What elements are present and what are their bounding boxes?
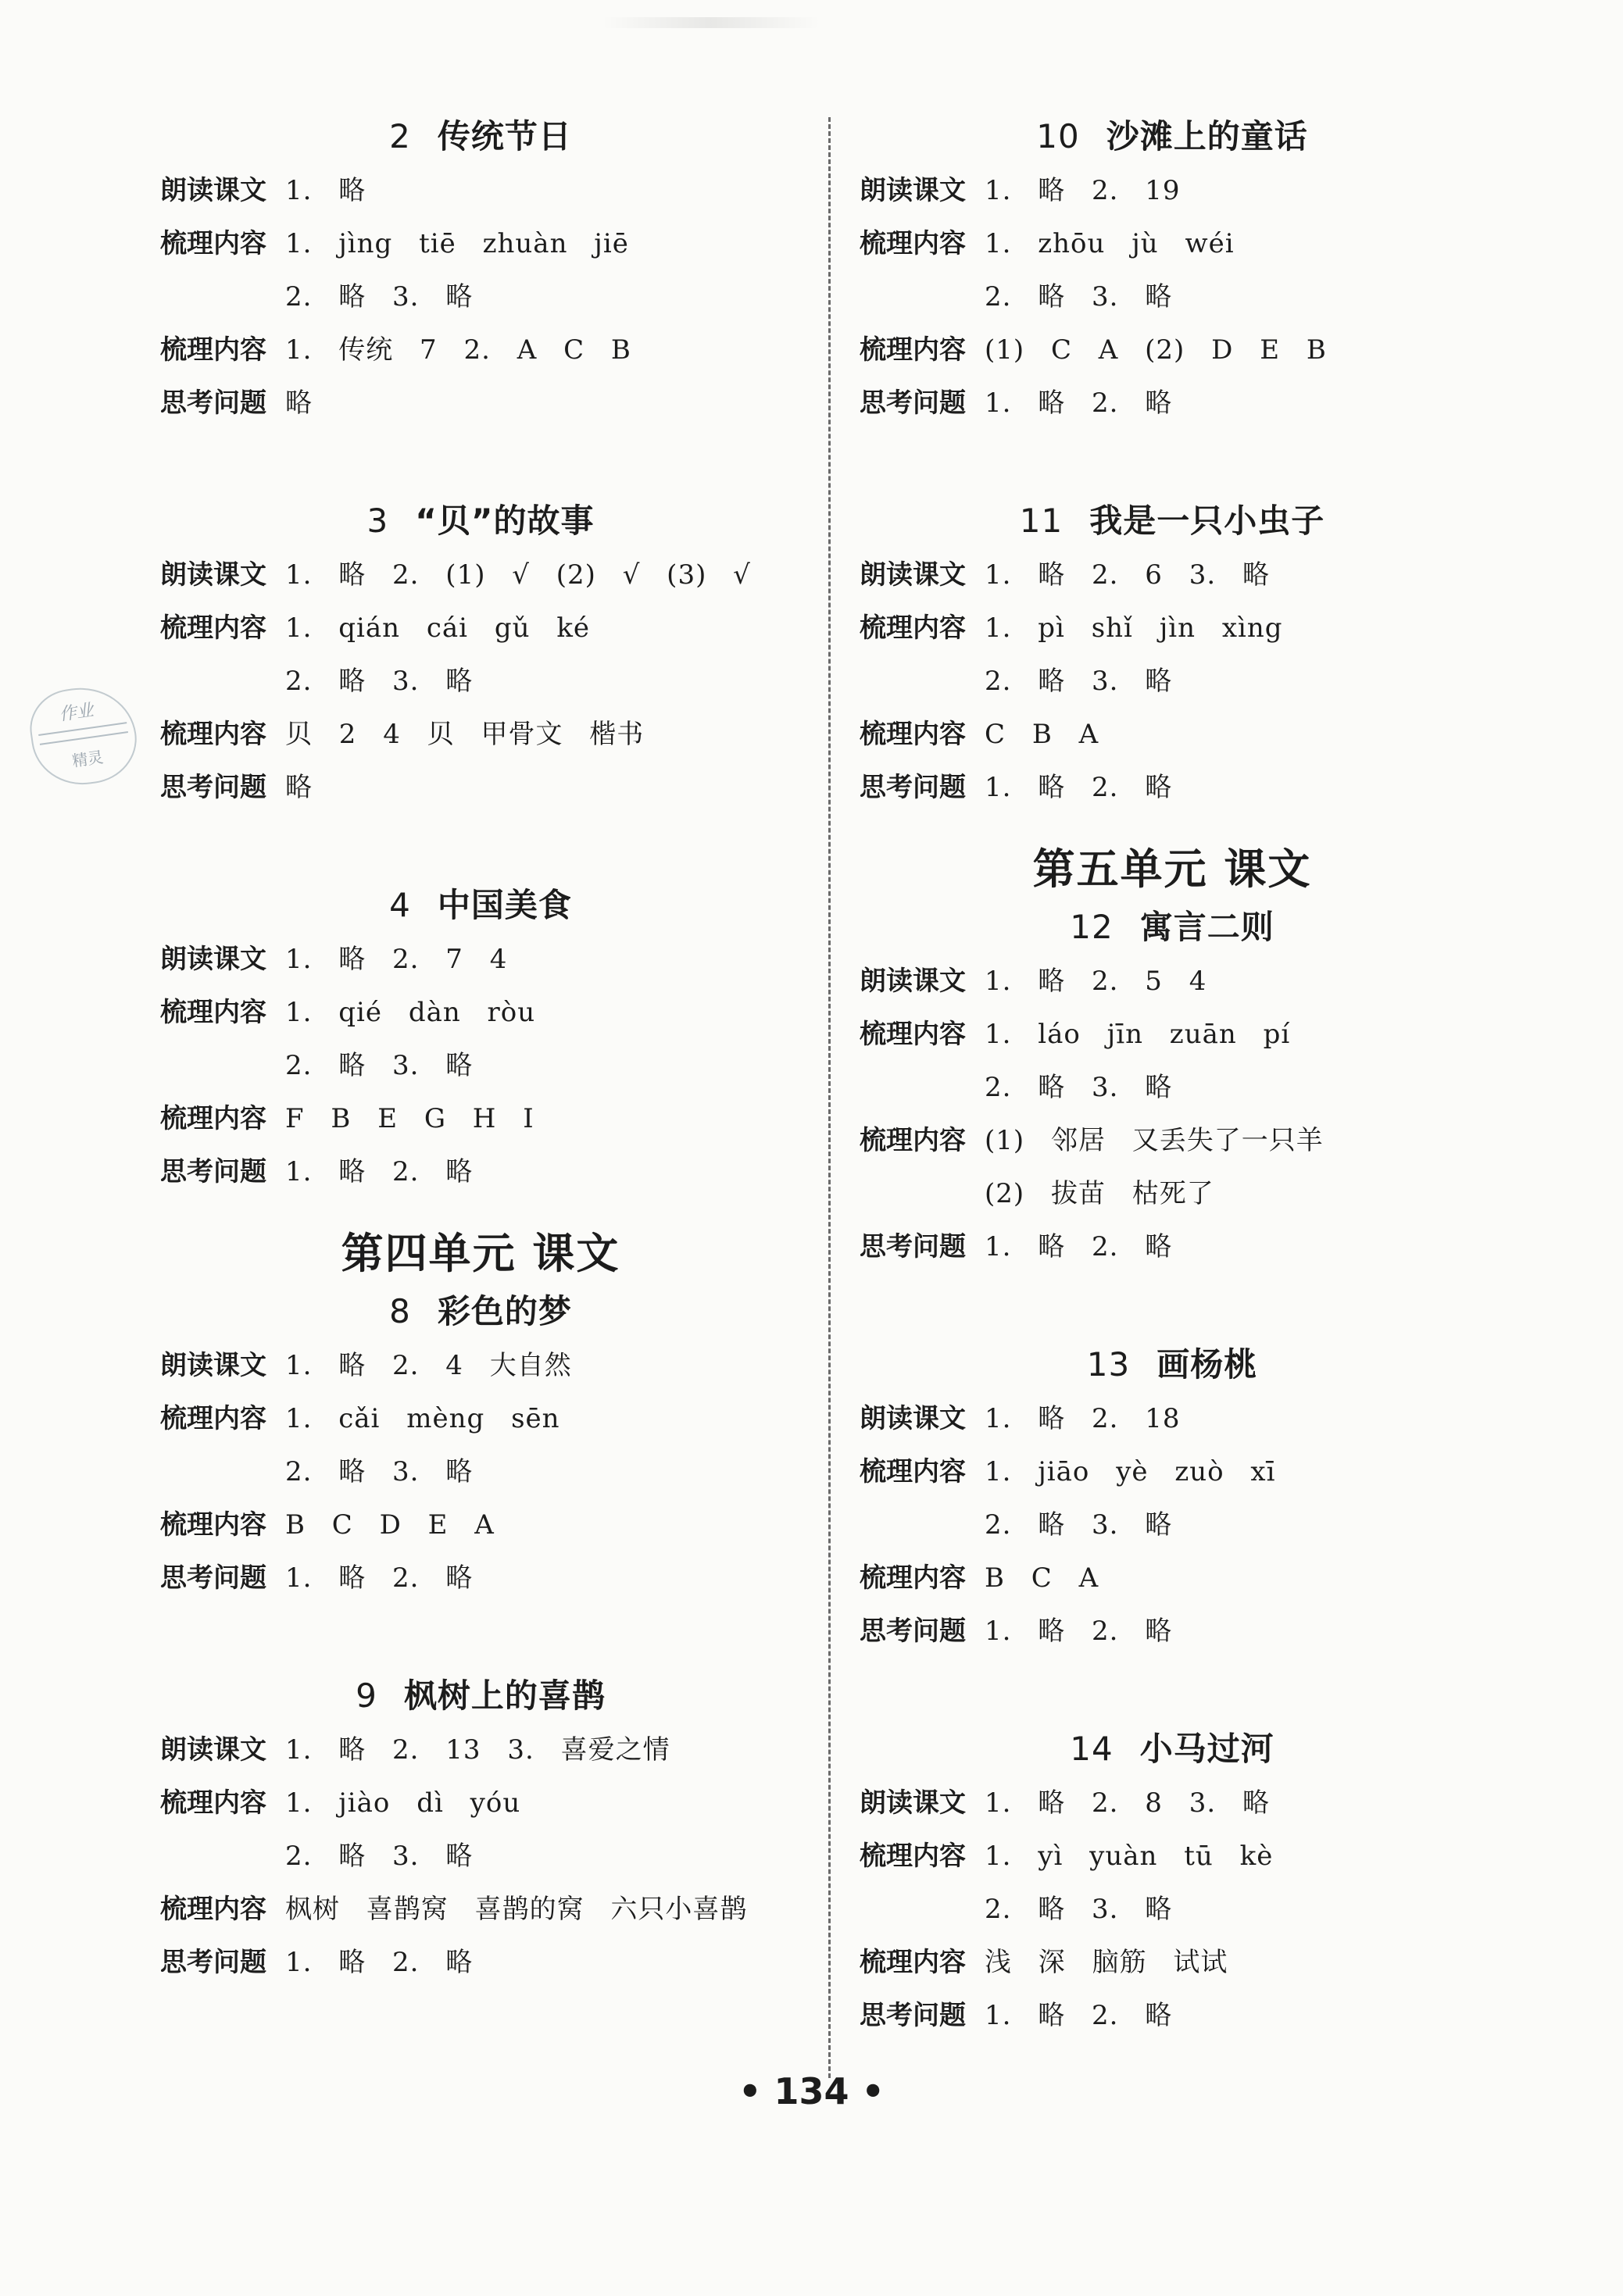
answer-row: 2. 略 3. 略 <box>285 1841 474 1872</box>
answer-row: 梳理内容 浅 深 脑筋 试试 <box>860 1947 1228 1978</box>
lesson-title: 11 我是一只小虫子 <box>1019 502 1325 540</box>
lesson-11 <box>860 494 1485 814</box>
answer-row: 梳理内容 贝 2 4 贝 甲骨文 楷书 <box>160 719 645 750</box>
answer-row: 梳理内容 B C A <box>860 1562 1099 1594</box>
scan-smudge <box>602 17 820 28</box>
answer-row: 思考问题 1. 略 2. 略 <box>160 1562 474 1594</box>
answer-row: 2. 略 3. 略 <box>285 1050 474 1081</box>
answer-row: 梳理内容 1. jìng tiē zhuàn jiē <box>160 228 629 259</box>
watermark-seal <box>25 680 142 791</box>
column-divider <box>828 117 831 2078</box>
lesson-title: 13 画杨桃 <box>1086 1345 1258 1384</box>
page-number: • 134 • <box>738 2070 885 2112</box>
lesson-title: 9 枫树上的喜鹊 <box>356 1676 606 1715</box>
lesson-title: 12 寓言二则 <box>1070 908 1274 946</box>
answer-row: 朗读课文 1. 略 2. (1) √ (2) √ (3) √ <box>160 559 751 591</box>
answer-row: 思考问题 1. 略 2. 略 <box>160 1156 474 1187</box>
lesson-8 <box>160 1284 801 1605</box>
answer-row: 朗读课文 1. 略 <box>160 175 366 206</box>
lesson-12 <box>860 900 1485 1273</box>
answer-row: 梳理内容 (1) 邻居 又丢失了一只羊 <box>860 1125 1324 1156</box>
unit-4-title: 第四单元 课文 <box>341 1228 620 1278</box>
answer-row: 朗读课文 1. 略 2. 19 <box>860 175 1181 206</box>
seal-band <box>38 722 128 745</box>
answer-row: 朗读课文 1. 略 2. 6 3. 略 <box>860 559 1270 591</box>
answer-row: 2. 略 3. 略 <box>985 1509 1173 1541</box>
lesson-title: 8 彩色的梦 <box>389 1292 572 1330</box>
answer-row: 2. 略 3. 略 <box>985 1072 1173 1103</box>
answer-row: 思考问题 1. 略 2. 略 <box>860 1616 1173 1647</box>
answer-row: 朗读课文 1. 略 2. 13 3. 喜爱之情 <box>160 1734 670 1766</box>
answer-row: 思考问题 1. 略 2. 略 <box>860 387 1173 419</box>
answer-row: 梳理内容 C B A <box>860 719 1099 750</box>
answer-row: 梳理内容 F B E G H I <box>160 1103 534 1134</box>
answer-row: 朗读课文 1. 略 2. 5 4 <box>860 966 1207 997</box>
answer-row: 2. 略 3. 略 <box>985 1894 1173 1925</box>
answer-row: 思考问题 略 <box>160 387 313 419</box>
lesson-3 <box>160 494 801 814</box>
answer-row: 梳理内容 1. zhōu jù wéi <box>860 228 1235 259</box>
answer-row: 2. 略 3. 略 <box>285 666 474 697</box>
answer-row: 梳理内容 B C D E A <box>160 1509 495 1541</box>
lesson-title: 4 中国美食 <box>389 886 572 924</box>
answer-row: 朗读课文 1. 略 2. 7 4 <box>160 944 508 975</box>
lesson-title: 2 传统节日 <box>389 117 572 155</box>
answer-row: 朗读课文 1. 略 2. 8 3. 略 <box>860 1787 1270 1819</box>
answer-row: 朗读课文 1. 略 2. 4 大自然 <box>160 1350 572 1381</box>
seal-text-bottom: 精灵 <box>70 747 105 771</box>
seal-text-top: 作业 <box>58 701 95 725</box>
answer-row: 梳理内容 1. cǎi mèng sēn <box>160 1403 560 1434</box>
answer-row: 2. 略 3. 略 <box>985 281 1173 312</box>
answer-row: (2) 拔苗 枯死了 <box>985 1178 1214 1209</box>
answer-row: 梳理内容 1. láo jīn zuān pí <box>860 1019 1291 1050</box>
lesson-title: 14 小马过河 <box>1070 1730 1274 1768</box>
lesson-title: 3 “贝”的故事 <box>366 502 595 540</box>
answer-row: 梳理内容 1. yì yuàn tū kè <box>860 1841 1274 1872</box>
answer-row: 梳理内容 1. 传统 7 2. A C B <box>160 334 631 366</box>
answer-row: 思考问题 1. 略 2. 略 <box>860 772 1173 803</box>
answer-row: 梳理内容 (1) C A (2) D E B <box>860 334 1327 366</box>
lesson-14 <box>860 1722 1485 2042</box>
lesson-9 <box>160 1669 801 1989</box>
left-column <box>160 109 801 1989</box>
answer-row: 思考问题 1. 略 2. 略 <box>860 2000 1173 2031</box>
answer-row: 梳理内容 1. pì shǐ jìn xìng <box>860 612 1283 644</box>
answer-row: 思考问题 1. 略 2. 略 <box>860 1231 1173 1262</box>
unit-5-title: 第五单元 课文 <box>1032 844 1312 894</box>
answer-row: 2. 略 3. 略 <box>985 666 1173 697</box>
answer-row: 梳理内容 枫树 喜鹊窝 喜鹊的窝 六只小喜鹊 <box>160 1894 748 1925</box>
answer-row: 2. 略 3. 略 <box>285 1456 474 1487</box>
answer-row: 朗读课文 1. 略 2. 18 <box>860 1403 1181 1434</box>
lesson-2 <box>160 109 801 430</box>
lesson-13 <box>860 1337 1485 1658</box>
lesson-10 <box>860 109 1485 430</box>
answer-row: 思考问题 略 <box>160 772 313 803</box>
lesson-title: 10 沙滩上的童话 <box>1036 117 1308 155</box>
answer-row: 梳理内容 1. jiào dì yóu <box>160 1787 521 1819</box>
answer-row: 梳理内容 1. qián cái gǔ ké <box>160 612 591 644</box>
answer-row: 2. 略 3. 略 <box>285 281 474 312</box>
answer-row: 思考问题 1. 略 2. 略 <box>160 1947 474 1978</box>
answer-row: 梳理内容 1. qié dàn ròu <box>160 997 536 1028</box>
right-column <box>860 109 1485 2042</box>
lesson-4 <box>160 878 801 1198</box>
answer-row: 梳理内容 1. jiāo yè zuò xī <box>860 1456 1276 1487</box>
